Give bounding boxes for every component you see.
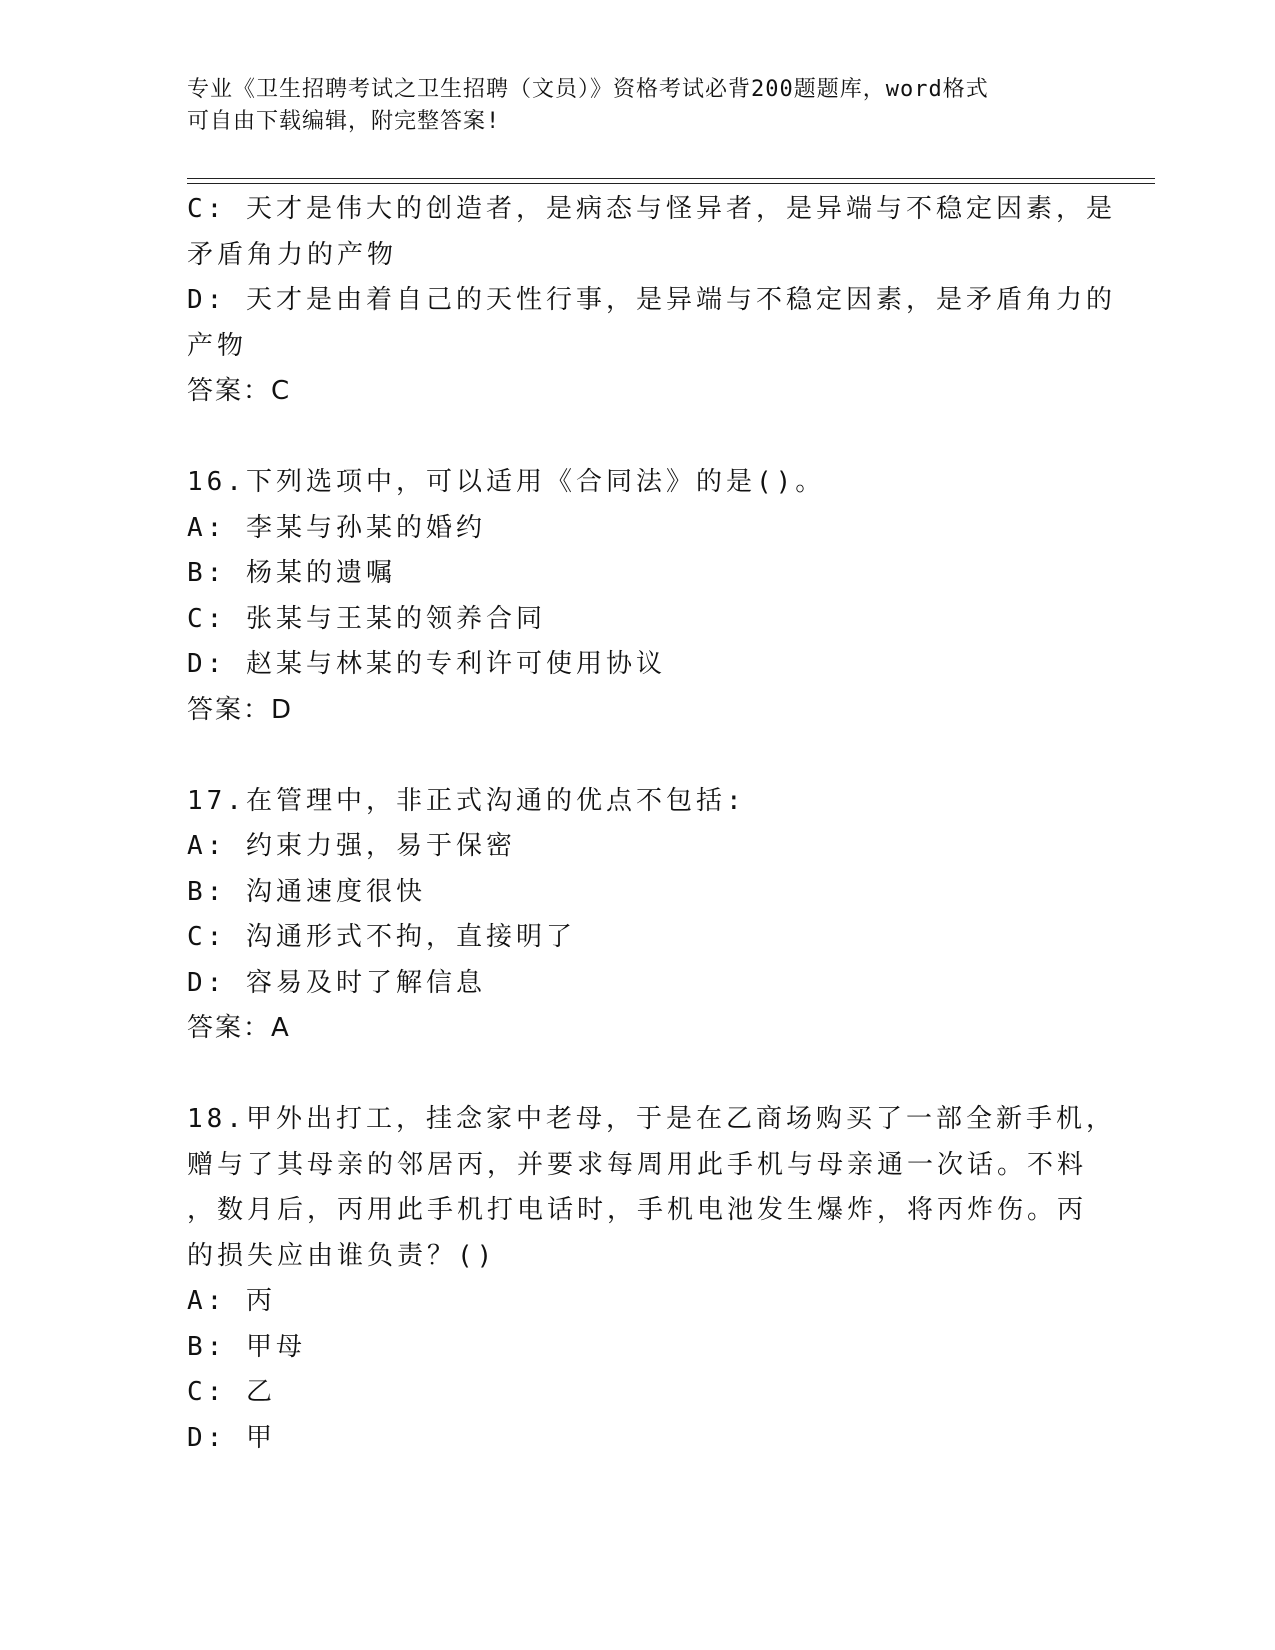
option-c-continued: 矛盾角力的产物 xyxy=(187,239,398,270)
question-stem: 18.甲外出打工，挂念家中老母，于是在乙商场购买了一部全新手机， xyxy=(187,1104,1116,1134)
answer: 答案：A xyxy=(187,1013,291,1043)
answer: 答案：C xyxy=(187,376,292,406)
answer: 答案：D xyxy=(187,694,294,725)
option-d: D: 赵某与林某的专利许可使用协议 xyxy=(187,649,666,679)
question-stem-continued: 的损失应由谁负责？() xyxy=(187,1240,497,1271)
option-a: A: 李某与孙某的婚约 xyxy=(187,512,486,543)
option-c: C: 天才是伟大的创造者，是病态与怪异者，是异端与不稳定因素，是 xyxy=(187,194,1116,224)
option-d-continued: 产物 xyxy=(187,330,248,361)
option-c: C: 乙 xyxy=(187,1377,276,1407)
question-stem: 16.下列选项中，可以适用《合同法》的是()。 xyxy=(187,467,826,497)
question-stem-continued: 赠与了其母亲的邻居丙，并要求每周用此手机与母亲通一次话。不料 xyxy=(187,1149,1088,1180)
option-b: B: 杨某的遗嘱 xyxy=(187,558,396,588)
question-list xyxy=(187,187,1116,1461)
option-c: C: 张某与王某的领养合同 xyxy=(187,603,546,634)
option-b: B: 甲母 xyxy=(187,1331,306,1362)
question-17 xyxy=(187,779,1087,1052)
question-16 xyxy=(187,460,1087,733)
header-title-line-2: 可自由下载编辑，附完整答案! xyxy=(187,109,501,134)
question-18 xyxy=(187,1097,1116,1461)
spacer xyxy=(187,1052,1087,1098)
option-a: A: 约束力强，易于保密 xyxy=(187,831,516,861)
option-d: D: 容易及时了解信息 xyxy=(187,967,486,998)
option-d: D: 甲 xyxy=(187,1422,276,1453)
spacer xyxy=(187,733,1087,779)
option-b: B: 沟通速度很快 xyxy=(187,876,426,907)
question-stem: 17.在管理中，非正式沟通的优点不包括: xyxy=(187,785,746,816)
question-stem-continued: ，数月后，丙用此手机打电话时，手机电池发生爆炸，将丙炸伤。丙 xyxy=(187,1195,1088,1225)
spacer xyxy=(187,415,1087,461)
option-a: A: 丙 xyxy=(187,1286,276,1316)
option-c: C: 沟通形式不拘，直接明了 xyxy=(187,922,576,952)
option-d: D: 天才是由着自己的天性行事，是异端与不稳定因素，是矛盾角力的 xyxy=(187,285,1116,315)
header-divider-top xyxy=(187,178,1155,179)
header-title-line-1: 专业《卫生招聘考试之卫生招聘（文员）》资格考试必背200题题库，word格式 xyxy=(187,77,989,102)
question-15-continued xyxy=(187,187,1116,415)
document-header xyxy=(187,74,1067,138)
header-divider-bottom xyxy=(187,183,1155,184)
